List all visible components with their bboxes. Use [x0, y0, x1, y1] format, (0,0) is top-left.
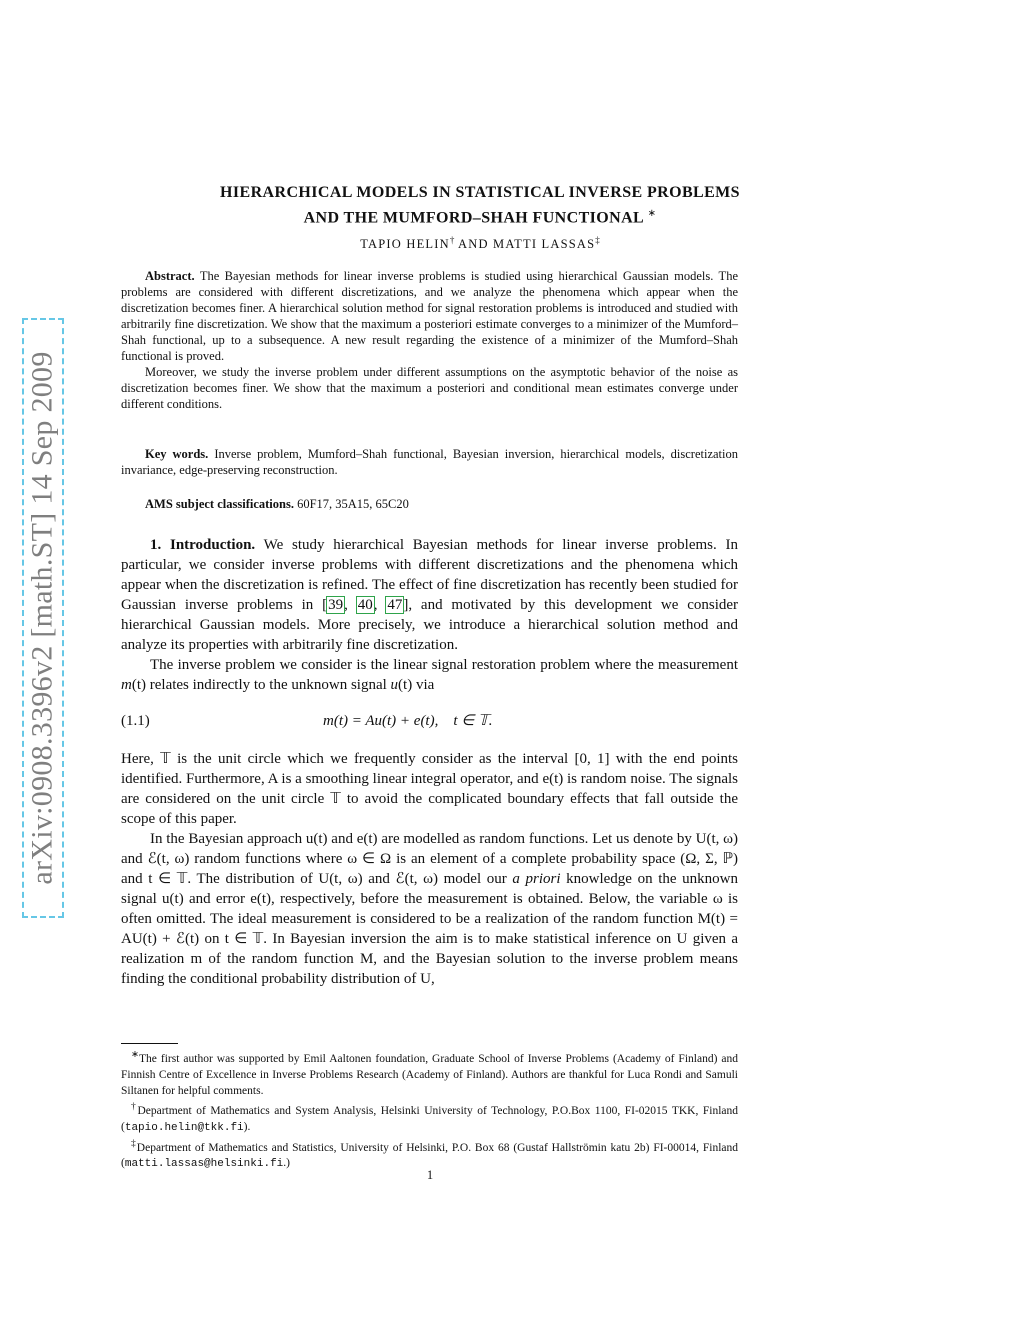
author-separator: AND [457, 237, 489, 252]
intro-paragraph-1: 1. Introduction. We study hierarchical Bayesian methods for linear inverse problems. In particular, we consider inverse problems with different discretizations and the phenomena which appear when the discretization is refined. The effect of fine discretization has recently been studied for Gaussian inverse problems in [39, 40, 47], and motivated by this development we consider hierarchical Gaussian models. More precisely, we introduce a hierarchical solution method and analyze its properties with arbitrarily fine discretization. [121, 537, 739, 653]
footnotes [121, 1047, 738, 1172]
email-link[interactable]: matti.lassas@helsinki.fi [124, 1158, 284, 1171]
equation-number: (1.1) [121, 713, 150, 729]
author-1-mark: † [449, 235, 455, 245]
intro-paragraph-4: In the Bayesian approach u(t) and e(t) are modelled as random functions. Let us denote by U(t, ω) and ℰ(t, ω) random functions where ω ∈ Ω is an element of a complete probability space (Ω, Σ, ℙ) and t ∈ 𝕋. The distribution of U(t, ω) and ℰ(t, ω) model our a priori knowledge on the unknown signal u(t) and error e(t), respectively, before the measurement is obtained. Below, the variable ω is often omitted. The ideal measurement is considered to be a realization of the random function M(t) = AU(t) + ℰ(t) on t ∈ 𝕋. In Bayesian inversion the aim is to make statistical inference on U given a realization m of the random function M, and the Bayesian solution to the inverse problem means finding the conditional probability distribution of U, [121, 831, 738, 987]
author-list [110, 235, 850, 252]
title-line-1: HIERARCHICAL MODELS IN STATISTICAL INVERSE PROBLEMS [220, 184, 740, 201]
abstract-paragraph-1: Abstract. The Bayesian methods for linear inverse problems is studied using hierarchical Gaussian models. The problems are considered with different discretizations, and we analyze the phenomena which appear when the discretization becomes finer. A hierarchical solution method for signal restoration problems is introduced and studied with arbitrarily fine discretization. We show that the maximum a posteriori estimate converges to a minimizer of the Mumford–Shah functional, up to a subsequence. A new result regarding the existence of a minimizer of the Mumford–Shah functional is proved. [121, 269, 738, 363]
ams-label: AMS subject classifications. [145, 497, 294, 511]
citation-link[interactable]: 40 [357, 597, 373, 613]
author-1: TAPIO HELIN [360, 237, 450, 252]
intro-paragraph-3: Here, 𝕋 is the unit circle which we frequently consider as the interval [0, 1] with the end points identified. Furthermore, A is a smoothing linear integral operator, and e(t) is random noise. The signals are considered on the unit circle 𝕋 to avoid the complicated boundary effects that fall outside the scope of this paper. [121, 751, 738, 827]
arxiv-stamp [22, 318, 64, 918]
abstract-label: Abstract. [145, 269, 195, 283]
section-heading: 1. Introduction. [150, 537, 256, 553]
citation-link[interactable]: 47 [387, 597, 403, 613]
title-footnote-mark: ∗ [647, 208, 657, 219]
paper-title [110, 182, 850, 228]
footnote-rule [121, 1043, 178, 1044]
keywords-label: Key words. [145, 447, 209, 461]
title-line-2: AND THE MUMFORD–SHAH FUNCTIONAL ∗ [303, 208, 657, 227]
ams-classification: AMS subject classifications. 60F17, 35A15, 65C20 [145, 497, 409, 511]
footnote-2: †Department of Mathematics and System Analysis, Helsinki University of Technology, P.O.Box 1100, FI-02015 TKK, Finland (tapio.helin@tkk.fi). [121, 1100, 739, 1134]
citation-link[interactable]: 39 [328, 597, 344, 613]
email-link[interactable]: tapio.helin@tkk.fi [124, 1121, 244, 1134]
equation-body: m(t) = Au(t) + e(t), t ∈ 𝕋. [323, 713, 493, 729]
keywords: Key words. Inverse problem, Mumford–Shah functional, Bayesian inversion, hierarchical models, discretization invariance, edge-preserving reconstruction. [121, 447, 738, 477]
section-introduction [121, 535, 738, 989]
intro-paragraph-2: The inverse problem we consider is the linear signal restoration problem where the measurement m(t) relates indirectly to the unknown signal u(t) via [121, 657, 738, 693]
page-number: 1 [426, 1168, 434, 1182]
footnote-1: ∗The first author was supported by Emil Aaltonen foundation, Graduate School of Inverse Problems (Academy of Finland) and Finnish Centre of Excellence in Inverse Problems Research (Academy of Finland). Authors are thankful for Luca Rondi and Samuli Siltanen for helpful comments. [121, 1049, 738, 1097]
author-2-mark: ‡ [595, 235, 600, 245]
author-2: MATTI LASSAS [493, 237, 596, 252]
footnote-3: ‡Department of Mathematics and Statistics, University of Helsinki, P.O. Box 68 (Gustaf Hallströmin katu 2b) FI-00014, Finland (matti.lassas@helsinki.fi.) [121, 1137, 738, 1171]
equation-1-1 [121, 711, 738, 731]
abstract [121, 268, 738, 412]
arxiv-identifier: arXiv:0908.3396v2 [math.ST] 14 Sep 2009 [26, 351, 60, 885]
abstract-paragraph-2: Moreover, we study the inverse problem under different assumptions on the asymptotic behavior of the noise as discretization becomes finer. We show that the maximum a posteriori and conditional mean estimates converge under different conditions. [121, 365, 738, 411]
